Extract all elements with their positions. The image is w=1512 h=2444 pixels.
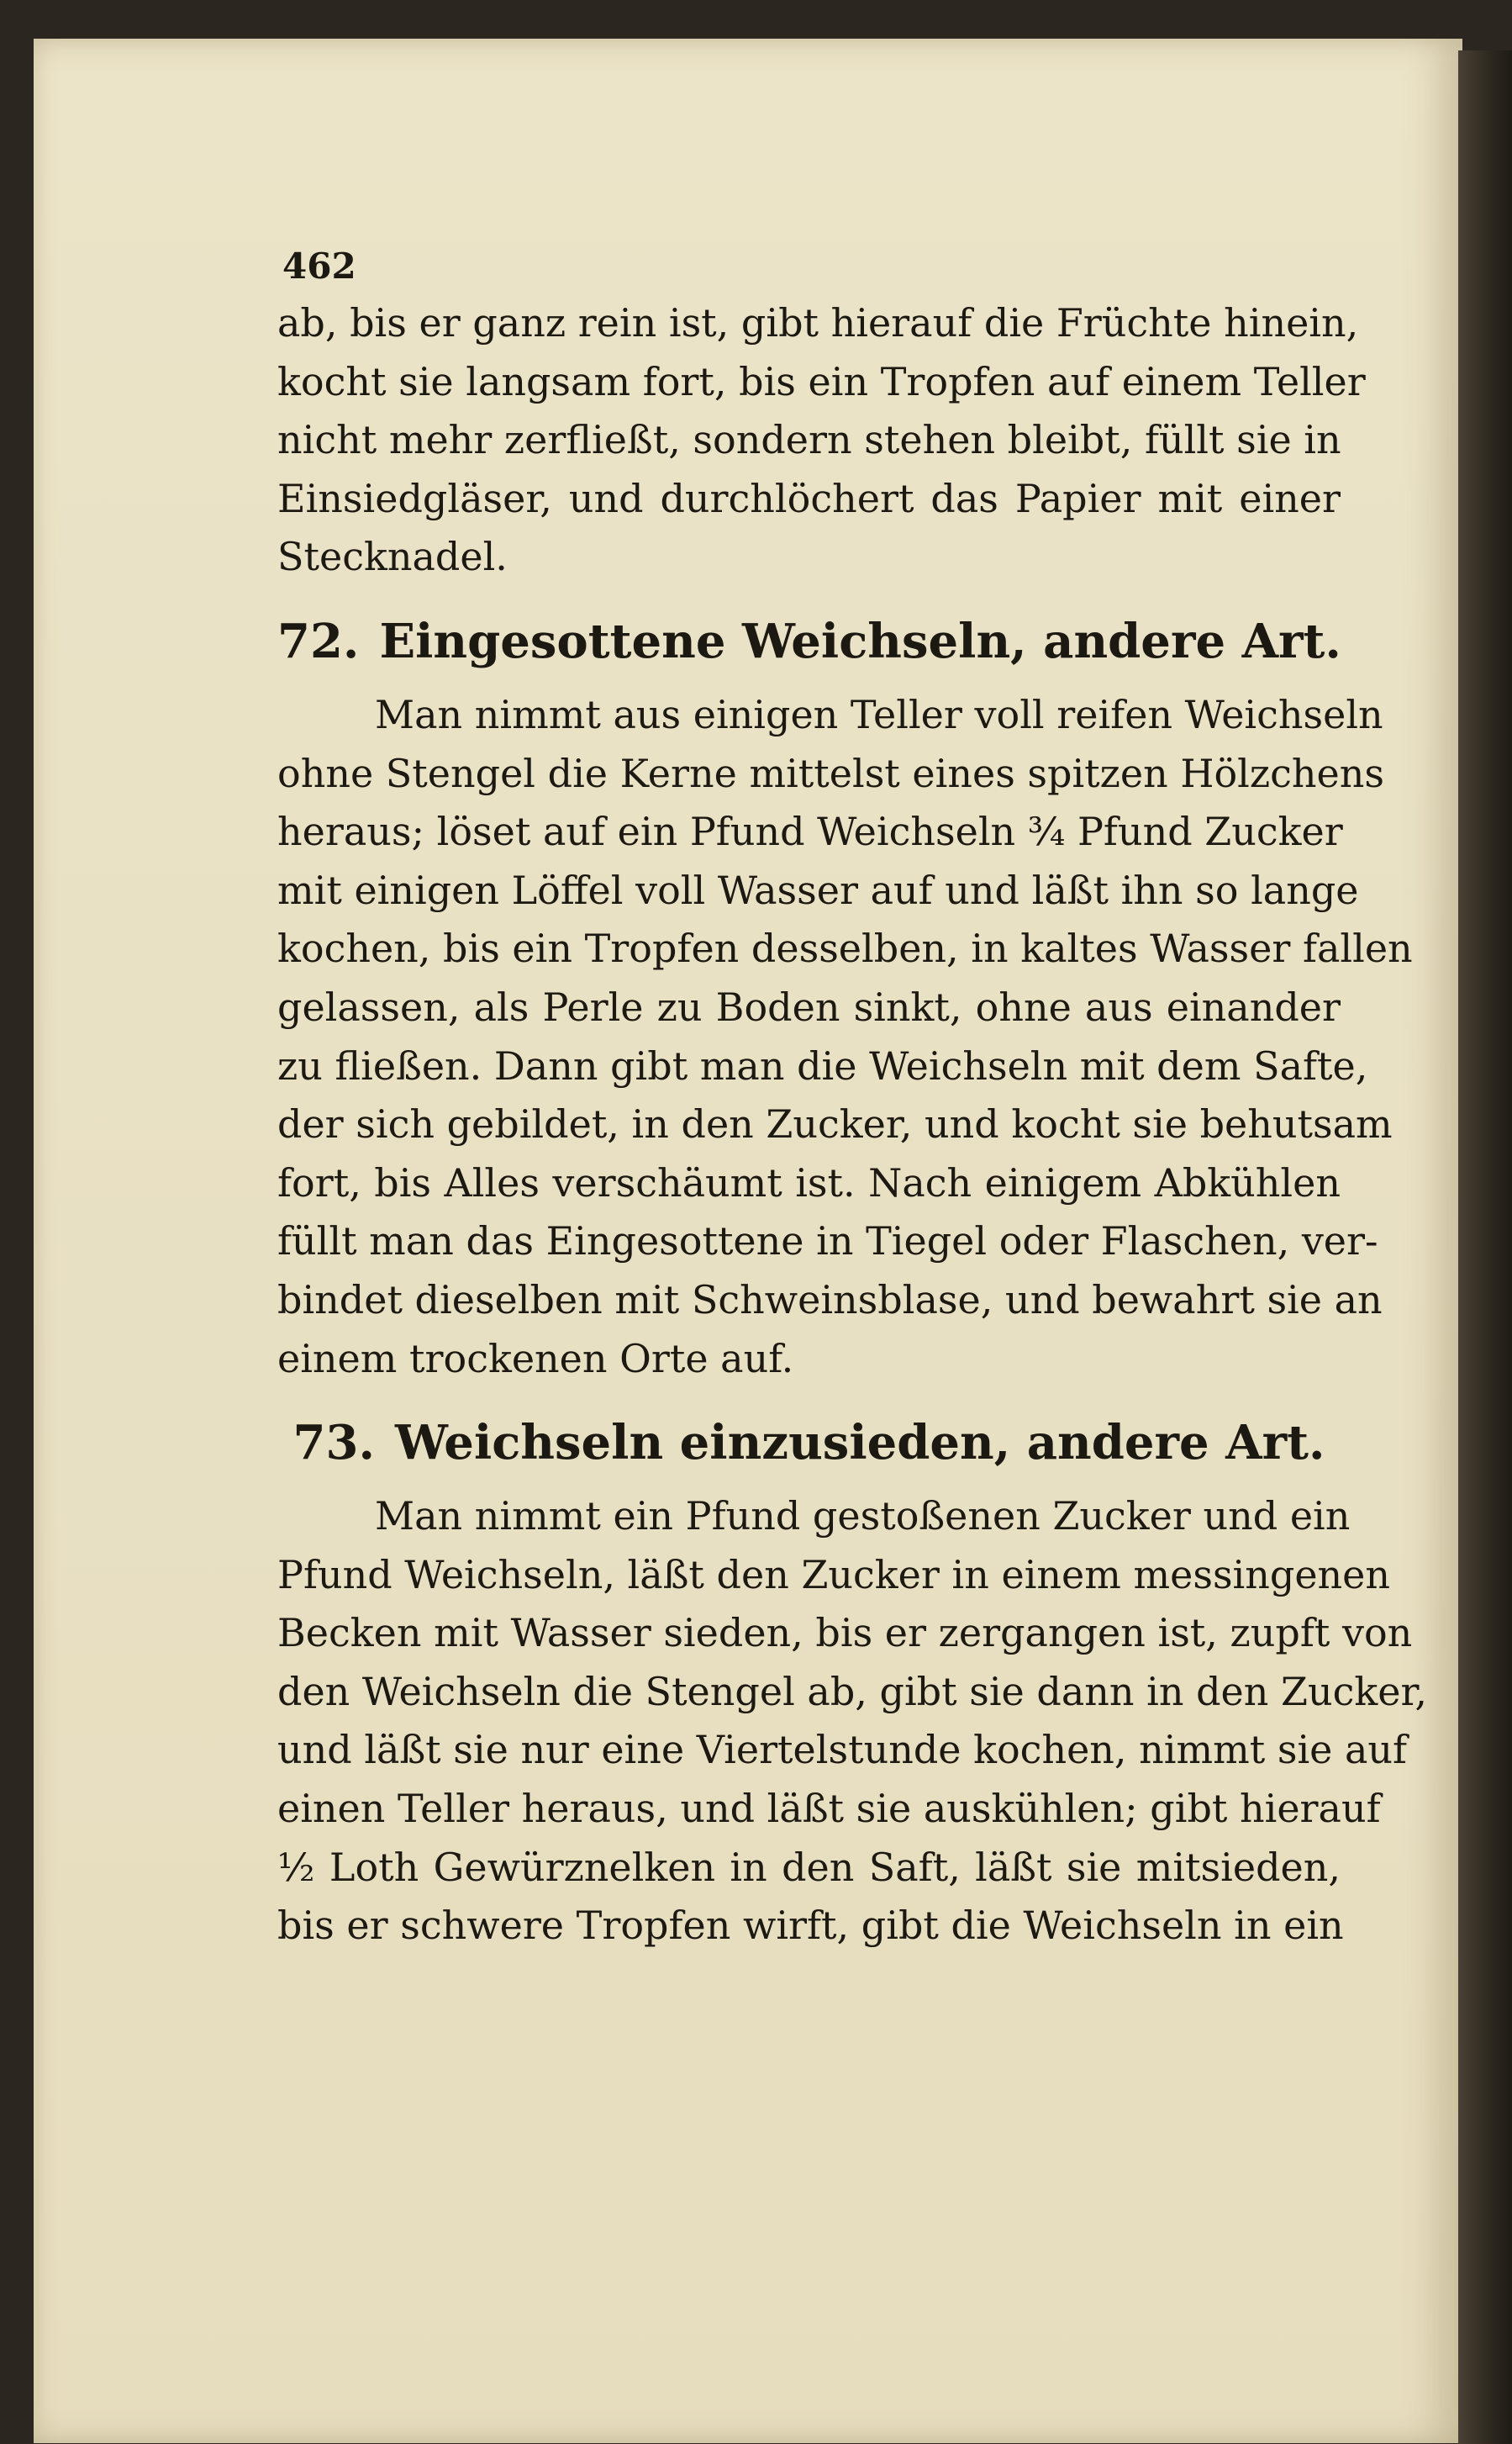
text-line: mit einigen Löffel voll Wasser auf und läßt ihn so lange — [277, 867, 1359, 913]
recipe-73-paragraph — [277, 1487, 1428, 1956]
recipe-72-paragraph — [277, 686, 1413, 1388]
text-line: füllt man das Eingesottene in Tiegel oder Flaschen, ver- — [277, 1218, 1378, 1264]
page-number: 462 — [282, 245, 356, 287]
text-line: bis er schwere Tropfen wirft, gibt die Weichseln in ein — [277, 1903, 1344, 1949]
text-line: und läßt sie nur eine Viertelstunde kochen, nimmt sie auf — [277, 1727, 1408, 1773]
page-edge-shadow — [1458, 50, 1512, 2444]
text-line: fort, bis Alles verschäumt ist. Nach einigem Abkühlen — [277, 1159, 1341, 1206]
text-line: ab, bis er ganz rein ist, gibt hierauf die Früchte hinein, — [277, 300, 1359, 346]
text-line: den Weichseln die Stengel ab, gibt sie dann in den Zucker, — [277, 1668, 1428, 1714]
text-line: Becken mit Wasser sieden, bis er zergangen ist, zupft von — [277, 1610, 1413, 1656]
page-text — [277, 235, 1428, 1956]
continuation-paragraph — [277, 294, 1366, 587]
recipe-72-number: 72. — [277, 613, 360, 669]
text-line: Man nimmt ein Pfund gestoßenen Zucker und ein — [375, 1493, 1351, 1539]
recipe-73-title: Weichseln einzusieden, andere Art. — [394, 1415, 1325, 1471]
text-line: Einsiedgläser, und durchlöchert das Papier mit einer — [277, 475, 1341, 521]
text-line: ohne Stengel die Kerne mittelst eines spitzen Hölzchens — [277, 750, 1384, 796]
text-line: einem trockenen Orte auf. — [277, 1335, 794, 1381]
header-row — [277, 235, 1341, 294]
recipe-73-heading — [277, 1405, 1341, 1481]
text-line: heraus; löset auf ein Pfund Weichseln ¾ Pfund Zucker — [277, 809, 1343, 855]
text-line: nicht mehr zerfließt, sondern stehen bleibt, füllt sie in — [277, 417, 1341, 463]
recipe-72-title: Eingesottene Weichseln, andere Art. — [379, 613, 1341, 669]
recipe-72-heading — [277, 604, 1341, 679]
text-line: kocht sie langsam fort, bis ein Tropfen auf einem Teller — [277, 358, 1366, 404]
text-line: kochen, bis ein Tropfen desselben, in kaltes Wasser fallen — [277, 926, 1413, 972]
text-line: Pfund Weichseln, läßt den Zucker in einem messingenen — [277, 1551, 1391, 1597]
text-line: ½ Loth Gewürznelken in den Saft, läßt sie mitsieden, — [277, 1844, 1341, 1890]
text-line: der sich gebildet, in den Zucker, und kocht sie behutsam — [277, 1101, 1393, 1148]
text-line: einen Teller heraus, und läßt sie auskühlen; gibt hierauf — [277, 1786, 1381, 1832]
text-line: bindet dieselben mit Schweinsblase, und bewahrt sie an — [277, 1276, 1383, 1322]
text-line: gelassen, als Perle zu Boden sinkt, ohne aus einander — [277, 984, 1341, 1030]
text-line: Man nimmt aus einigen Teller voll reifen Weichseln — [375, 691, 1383, 737]
text-line: zu fließen. Dann gibt man die Weichseln mit dem Safte, — [277, 1043, 1368, 1089]
text-line: Stecknadel. — [277, 534, 508, 580]
recipe-73-number: 73. — [292, 1415, 375, 1471]
